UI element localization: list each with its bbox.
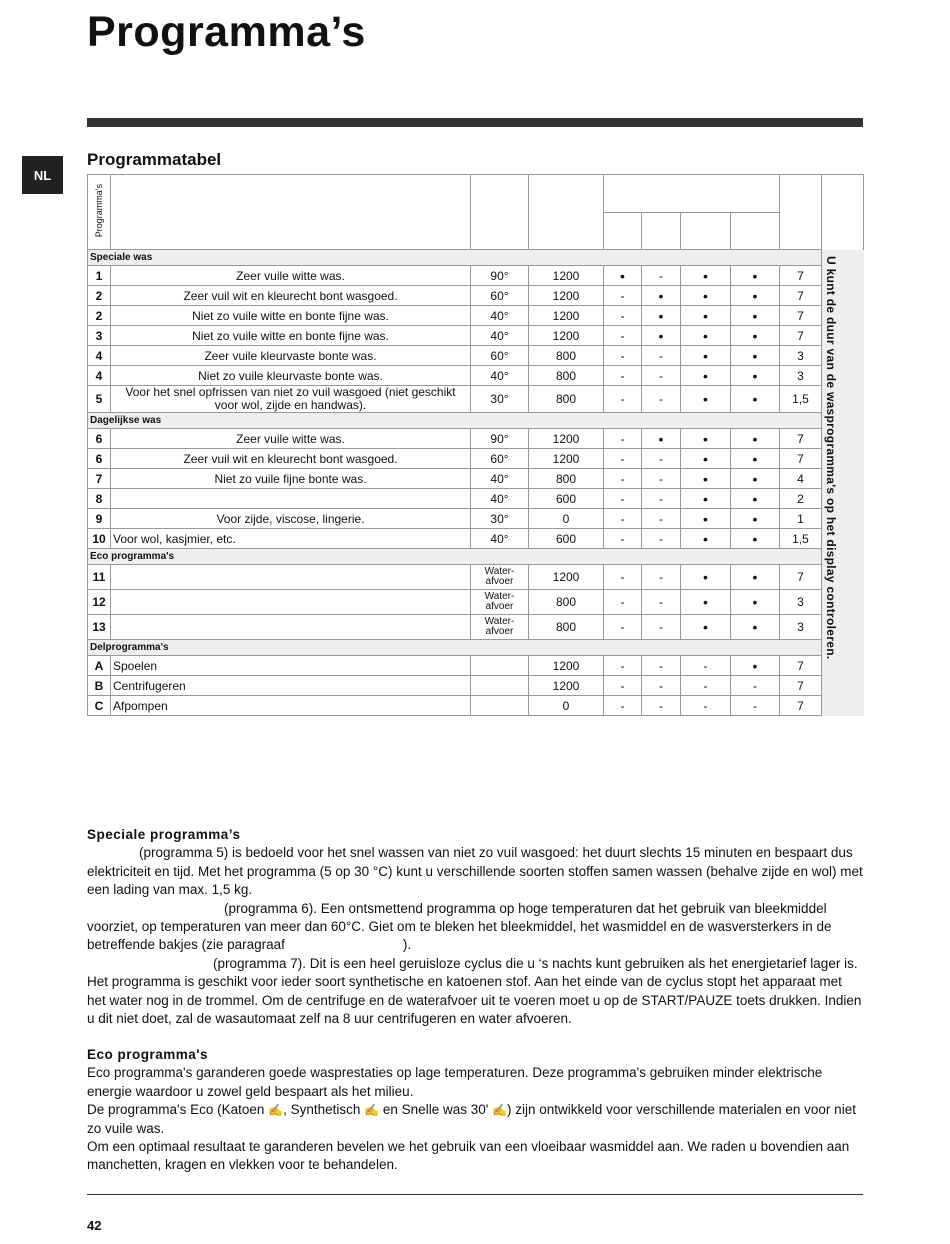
cell-c2: -: [642, 696, 681, 716]
cell-desc: Zeer vuil wit en kleurecht bont wasgoed.: [111, 286, 471, 306]
cell-desc: Niet zo vuile witte en bonte fijne was.: [111, 306, 471, 326]
cell-num: A: [88, 656, 111, 676]
cell-temp: 30°: [471, 509, 529, 529]
cell-temp: 40°: [471, 366, 529, 386]
cell-c2: -: [642, 469, 681, 489]
cell-spin: 800: [529, 366, 604, 386]
cell-c1: -: [604, 449, 642, 469]
cell-c4: •: [731, 326, 780, 346]
footer-divider: [87, 1194, 863, 1195]
cell-c1: -: [604, 429, 642, 449]
cell-c2: -: [642, 615, 681, 640]
cell-num: 6: [88, 429, 111, 449]
cell-load: 1,5: [780, 529, 822, 549]
cell-num: C: [88, 696, 111, 716]
duration-side-note: U kunt de duur van de wasprogramma's op het display controleren.: [822, 250, 864, 716]
section-title: Delprogramma's: [88, 640, 822, 656]
cell-c1: -: [604, 326, 642, 346]
cell-c3: •: [681, 366, 731, 386]
cell-c2: -: [642, 366, 681, 386]
page-number: 42: [87, 1218, 102, 1233]
cell-num: 6: [88, 449, 111, 469]
table-row: [88, 386, 864, 413]
speciale-paragraph-1: (programma 5) is bedoeld voor het snel wassen van niet zo vuil wasgoed: het duurt slechts 15 minuten en bespaart dus elektriciteit en tijd. Met het programma (5 op 30 °C) kunt u verschillende soorten stoffen samen wassen (behalve zijde en wol) met een lading van max. 1,5 kg.: [87, 845, 863, 898]
table-row: [88, 590, 864, 615]
table-row: [88, 469, 864, 489]
table-row: [88, 366, 864, 386]
cell-spin: 800: [529, 386, 604, 413]
cell-num: 3: [88, 326, 111, 346]
section-title: Dagelijkse was: [88, 413, 822, 429]
table-row: [88, 346, 864, 366]
section-header: [88, 250, 864, 266]
cell-c2: -: [642, 590, 681, 615]
cell-c1: -: [604, 590, 642, 615]
cell-c4: •: [731, 529, 780, 549]
cell-spin: 1200: [529, 286, 604, 306]
cell-spin: 1200: [529, 449, 604, 469]
cell-c2: -: [642, 489, 681, 509]
speciale-paragraph-2: (programma 6). Een ontsmettend programma op hoge temperaturen dat het gebruik van bleekmiddel voorziet, op temperaturen van meer dan 60°C. Giet om te bleken het bleekmiddel, het wasmiddel en de wasversterkers in de betreffende bakjes (zie paragraaf ).: [87, 900, 832, 953]
cell-c3: •: [681, 386, 731, 413]
cell-c4: -: [731, 696, 780, 716]
cell-c3: •: [681, 509, 731, 529]
cell-load: 7: [780, 429, 822, 449]
cell-temp: Water-afvoer: [471, 565, 529, 590]
cell-desc: Voor het snel opfrissen van niet zo vuil wasgoed (niet geschikt voor wol, zijde en handwas).: [111, 386, 471, 413]
cell-c2: •: [642, 429, 681, 449]
section-title: Eco programma's: [88, 549, 822, 565]
table-row: [88, 429, 864, 449]
cell-temp: 40°: [471, 489, 529, 509]
eco-quick-icon: ✍: [492, 1103, 508, 1118]
cell-spin: 600: [529, 489, 604, 509]
cell-c1: -: [604, 656, 642, 676]
cell-c4: •: [731, 386, 780, 413]
cell-c4: •: [731, 346, 780, 366]
cell-load: 1,5: [780, 386, 822, 413]
cell-spin: 1200: [529, 676, 604, 696]
cell-desc: Afpompen: [111, 696, 471, 716]
cell-spin: 1200: [529, 565, 604, 590]
cell-c2: •: [642, 306, 681, 326]
cell-load: 1: [780, 509, 822, 529]
cell-c4: •: [731, 509, 780, 529]
cell-load: 4: [780, 469, 822, 489]
cell-temp: 40°: [471, 529, 529, 549]
cell-c1: -: [604, 489, 642, 509]
table-row: [88, 326, 864, 346]
cell-c3: •: [681, 565, 731, 590]
cell-load: 7: [780, 696, 822, 716]
cell-temp: 90°: [471, 266, 529, 286]
cell-c4: •: [731, 489, 780, 509]
cell-c1: -: [604, 286, 642, 306]
cell-temp: 60°: [471, 449, 529, 469]
cell-load: 7: [780, 676, 822, 696]
table-title: Programmatabel: [87, 150, 222, 169]
cell-c4: •: [731, 565, 780, 590]
cell-c4: •: [731, 266, 780, 286]
cell-c1: -: [604, 469, 642, 489]
eco-paragraph-2: De programma's Eco (Katoen ✍, Synthetisch ✍ en Snelle was 30' ✍) zijn ontwikkeld voor verschillende materialen en voor niet zo vuile was.: [87, 1102, 856, 1136]
table-row: [88, 676, 864, 696]
cell-c1: -: [604, 529, 642, 549]
cell-c2: -: [642, 266, 681, 286]
cell-temp: 30°: [471, 386, 529, 413]
cell-c2: •: [642, 286, 681, 306]
cell-num: 4: [88, 346, 111, 366]
cell-temp: 40°: [471, 469, 529, 489]
speciale-heading: Speciale programma’s: [87, 827, 241, 842]
cell-load: 3: [780, 615, 822, 640]
cell-spin: 0: [529, 509, 604, 529]
cell-num: 2: [88, 286, 111, 306]
cell-desc: Voor wol, kasjmier, etc.: [111, 529, 471, 549]
eco-paragraph-3: Om een optimaal resultaat te garanderen bevelen we het gebruik van een vloeibaar wasmiddel aan. We raden u bovendien aan manchetten, kragen en vlekken voor te behandelen.: [87, 1139, 850, 1173]
cell-c4: •: [731, 286, 780, 306]
cell-num: 13: [88, 615, 111, 640]
cell-num: 4: [88, 366, 111, 386]
cell-desc: Niet zo vuile witte en bonte fijne was.: [111, 326, 471, 346]
table-row: [88, 615, 864, 640]
cell-c4: •: [731, 590, 780, 615]
eco-paragraph-1: Eco programma's garanderen goede wasprestaties op lage temperaturen. Deze programma's gebruiken minder elektrische energie waardoor u zowel geld bespaart als het milieu.: [87, 1065, 823, 1099]
speciale-paragraph-3: (programma 7). Dit is een heel geruisloze cyclus die u ‘s nachts kunt gebruiken als het energietarief lager is. Het programma is geschikt voor ieder soort synthetische en katoenen stof. Aan het einde van de cyclus stopt het apparaat met het water nog in de trommel. Om de centrifuge en de waterafvoer uit te voeren moet u op de START/PAUZE toets drukken. Indien u dit niet doet, zal de wasautomaat zelf na 8 uur centrifugeren en water afvoeren.: [87, 955, 862, 1027]
cell-c3: •: [681, 346, 731, 366]
cell-c3: -: [681, 676, 731, 696]
cell-c4: •: [731, 615, 780, 640]
cell-spin: 1200: [529, 429, 604, 449]
cell-spin: 800: [529, 469, 604, 489]
cell-c3: •: [681, 306, 731, 326]
cell-temp: 40°: [471, 326, 529, 346]
cell-c4: •: [731, 449, 780, 469]
cell-c3: -: [681, 696, 731, 716]
cell-c1: -: [604, 676, 642, 696]
table-row: [88, 449, 864, 469]
cell-num: B: [88, 676, 111, 696]
cell-load: 7: [780, 449, 822, 469]
cell-c2: -: [642, 565, 681, 590]
cell-c3: •: [681, 469, 731, 489]
cell-num: 9: [88, 509, 111, 529]
cell-c3: •: [681, 429, 731, 449]
cell-c1: -: [604, 366, 642, 386]
cell-temp: [471, 676, 529, 696]
cell-num: 11: [88, 565, 111, 590]
cell-temp: [471, 656, 529, 676]
cell-num: 10: [88, 529, 111, 549]
cell-desc: [111, 565, 471, 590]
cell-c4: -: [731, 676, 780, 696]
cell-desc: [111, 590, 471, 615]
cell-c1: •: [604, 266, 642, 286]
cell-spin: 1200: [529, 656, 604, 676]
cell-c4: •: [731, 306, 780, 326]
cell-c3: -: [681, 656, 731, 676]
cell-spin: 1200: [529, 326, 604, 346]
header-programmas: Programma's: [88, 175, 111, 250]
cell-spin: 800: [529, 346, 604, 366]
cell-spin: 1200: [529, 306, 604, 326]
cell-c2: -: [642, 509, 681, 529]
cell-desc: Zeer vuil wit en kleurecht bont wasgoed.: [111, 449, 471, 469]
cell-c3: •: [681, 615, 731, 640]
cell-c3: •: [681, 489, 731, 509]
cell-load: 3: [780, 590, 822, 615]
cell-c3: •: [681, 529, 731, 549]
speciale-section: [87, 826, 863, 1028]
cell-desc: Spoelen: [111, 656, 471, 676]
cell-c3: •: [681, 266, 731, 286]
cell-c1: -: [604, 615, 642, 640]
cell-c2: -: [642, 346, 681, 366]
cell-temp: 90°: [471, 429, 529, 449]
table-row: [88, 565, 864, 590]
cell-num: 5: [88, 386, 111, 413]
cell-load: 7: [780, 306, 822, 326]
cell-num: 1: [88, 266, 111, 286]
cell-num: 7: [88, 469, 111, 489]
cell-spin: 1200: [529, 266, 604, 286]
table-row: [88, 696, 864, 716]
cell-desc: Centrifugeren: [111, 676, 471, 696]
cell-spin: 600: [529, 529, 604, 549]
cell-num: 12: [88, 590, 111, 615]
cell-c3: •: [681, 590, 731, 615]
table-row: [88, 266, 864, 286]
title-divider: [87, 118, 863, 127]
cell-load: 7: [780, 656, 822, 676]
cell-c1: -: [604, 346, 642, 366]
cell-load: 7: [780, 326, 822, 346]
language-tab: NL: [22, 156, 63, 194]
cell-c2: -: [642, 656, 681, 676]
section-header: [88, 640, 864, 656]
page-title: Programma’s: [87, 8, 366, 56]
cell-c1: -: [604, 696, 642, 716]
section-header: [88, 413, 864, 429]
eco-heading: Eco programma's: [87, 1047, 208, 1062]
cell-temp: 40°: [471, 306, 529, 326]
cell-temp: 60°: [471, 346, 529, 366]
cell-c3: •: [681, 449, 731, 469]
cell-temp: Water-afvoer: [471, 615, 529, 640]
cell-load: 7: [780, 266, 822, 286]
cell-temp: 60°: [471, 286, 529, 306]
cell-c1: -: [604, 565, 642, 590]
section-title: Speciale was: [88, 250, 822, 266]
table-row: [88, 509, 864, 529]
cell-load: 7: [780, 286, 822, 306]
cell-load: 2: [780, 489, 822, 509]
cell-desc: Zeer vuile witte was.: [111, 266, 471, 286]
cell-desc: [111, 489, 471, 509]
table-row: [88, 656, 864, 676]
cell-c3: •: [681, 326, 731, 346]
cell-load: 3: [780, 346, 822, 366]
cell-load: 7: [780, 565, 822, 590]
cell-c4: •: [731, 366, 780, 386]
eco-synthetic-icon: ✍: [364, 1103, 380, 1118]
cell-desc: Niet zo vuile fijne bonte was.: [111, 469, 471, 489]
cell-c3: •: [681, 286, 731, 306]
eco-section: [87, 1046, 863, 1175]
cell-c2: -: [642, 529, 681, 549]
table-row: [88, 306, 864, 326]
cell-temp: [471, 696, 529, 716]
cell-c2: •: [642, 326, 681, 346]
cell-c1: -: [604, 386, 642, 413]
cell-c2: -: [642, 449, 681, 469]
cell-c4: •: [731, 469, 780, 489]
cell-desc: Zeer vuile kleurvaste bonte was.: [111, 346, 471, 366]
cell-desc: Niet zo vuile kleurvaste bonte was.: [111, 366, 471, 386]
cell-spin: 800: [529, 590, 604, 615]
cell-desc: Zeer vuile witte was.: [111, 429, 471, 449]
cell-desc: [111, 615, 471, 640]
cell-spin: 800: [529, 615, 604, 640]
cell-num: 8: [88, 489, 111, 509]
cell-c4: •: [731, 656, 780, 676]
cell-temp: Water-afvoer: [471, 590, 529, 615]
cell-desc: Voor zijde, viscose, lingerie.: [111, 509, 471, 529]
table-row: [88, 489, 864, 509]
section-header: [88, 549, 864, 565]
eco-cotton-icon: ✍: [268, 1103, 284, 1118]
cell-c4: •: [731, 429, 780, 449]
table-row: [88, 286, 864, 306]
cell-c2: -: [642, 386, 681, 413]
cell-c1: -: [604, 509, 642, 529]
table-row: [88, 529, 864, 549]
cell-num: 2: [88, 306, 111, 326]
cell-c1: -: [604, 306, 642, 326]
cell-c2: -: [642, 676, 681, 696]
cell-spin: 0: [529, 696, 604, 716]
program-table: [87, 174, 864, 716]
cell-load: 3: [780, 366, 822, 386]
